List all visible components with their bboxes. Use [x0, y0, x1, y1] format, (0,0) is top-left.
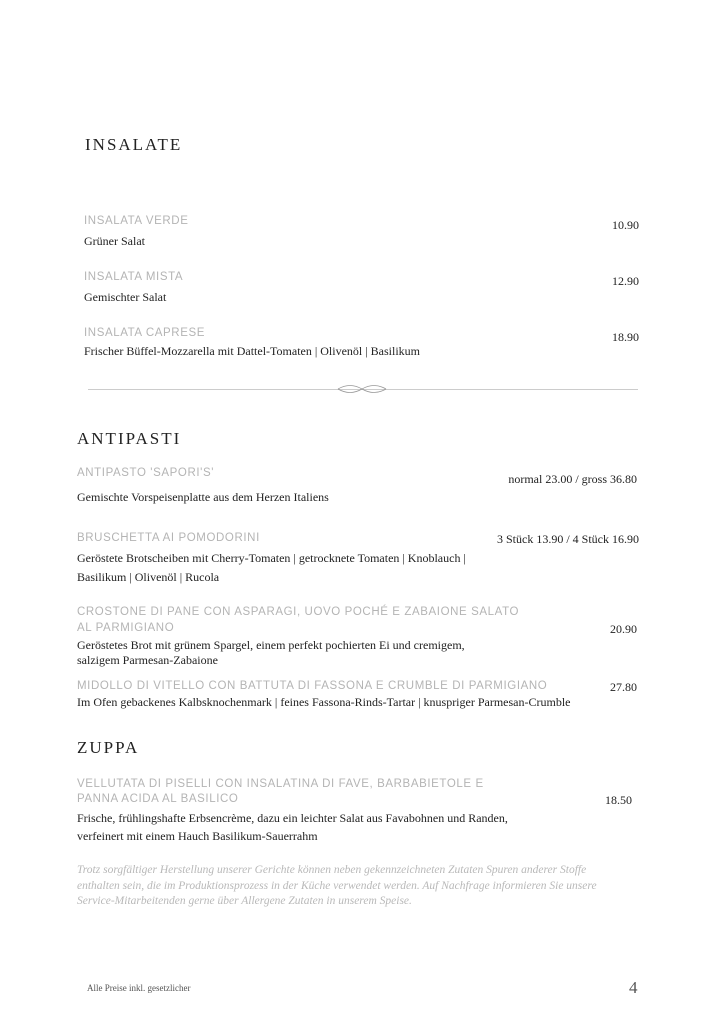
- section-title-antipasti: ANTIPASTI: [77, 429, 182, 448]
- allergen-disclaimer: Trotz sorgfältiger Herstellung unserer Gerichte können neben gekennzeichneten Zutaten Spuren anderer Stoffe: [77, 864, 587, 876]
- ornament-icon: [336, 382, 388, 396]
- item-desc: verfeinert mit einem Hauch Basilikum-Sauerrahm: [77, 829, 318, 843]
- item-price: 18.90: [612, 330, 639, 344]
- item-name: PANNA ACIDA AL BASILICO: [77, 793, 239, 805]
- section-title-zuppa: ZUPPA: [77, 738, 140, 757]
- item-name: INSALATA VERDE: [84, 215, 189, 227]
- allergen-disclaimer: enthalten sein, die im Produktionsprozess in der Küche verwendet werden. Auf Nachfrage informieren Sie unsere: [77, 880, 597, 892]
- item-desc: Frischer Büffel-Mozzarella mit Dattel-Tomaten | Olivenöl | Basilikum: [84, 344, 420, 358]
- item-desc: Gemischter Salat: [84, 290, 167, 304]
- footer-note: Alle Preise inkl. gesetzlicher: [87, 983, 191, 993]
- item-desc: Gemischte Vorspeisenplatte aus dem Herzen Italiens: [77, 490, 329, 504]
- item-name: BRUSCHETTA AI POMODORINI: [77, 532, 260, 544]
- section-title-insalate: INSALATE: [85, 135, 183, 154]
- item-name: MIDOLLO DI VITELLO CON BATTUTA DI FASSONA E CRUMBLE DI PARMIGIANO: [77, 680, 548, 692]
- item-price: 20.90: [610, 622, 637, 636]
- item-price: normal 23.00 / gross 36.80: [508, 472, 637, 486]
- item-desc: Geröstete Brotscheiben mit Cherry-Tomaten | getrocknete Tomaten | Knoblauch |: [77, 551, 466, 565]
- item-price: 12.90: [612, 274, 639, 288]
- item-desc: Geröstetes Brot mit grünem Spargel, einem perfekt pochierten Ei und cremigem,: [77, 638, 465, 652]
- item-desc: Im Ofen gebackenes Kalbsknochenmark | feines Fassona-Rinds-Tartar | knuspriger Parmesan-Crumble: [77, 695, 571, 709]
- item-name: AL PARMIGIANO: [77, 622, 175, 634]
- item-price: 27.80: [610, 680, 637, 694]
- page-number: 4: [629, 978, 638, 997]
- item-desc: Frische, frühlingshafte Erbsencrème, dazu ein leichter Salat aus Favabohnen und Randen,: [77, 811, 508, 825]
- item-name: INSALATA CAPRESE: [84, 327, 206, 339]
- item-name: VELLUTATA DI PISELLI CON INSALATINA DI FAVE, BARBABIETOLE E: [77, 778, 484, 790]
- item-price: 18.50: [605, 793, 632, 807]
- item-desc: Basilikum | Olivenöl | Rucola: [77, 570, 220, 584]
- item-desc: salzigem Parmesan-Zabaione: [77, 653, 218, 667]
- item-name: ANTIPASTO 'SAPORI'S': [77, 467, 215, 479]
- item-price: 10.90: [612, 218, 639, 232]
- allergen-disclaimer: Service-Mitarbeitenden gerne über Allergene Zutaten in unserem Speise.: [77, 895, 412, 907]
- item-name: CROSTONE DI PANE CON ASPARAGI, UOVO POCHÉ E ZABAIONE SALATO: [77, 606, 520, 618]
- item-price: 3 Stück 13.90 / 4 Stück 16.90: [496, 532, 639, 546]
- item-desc: Grüner Salat: [84, 234, 145, 248]
- item-name: INSALATA MISTA: [84, 271, 184, 283]
